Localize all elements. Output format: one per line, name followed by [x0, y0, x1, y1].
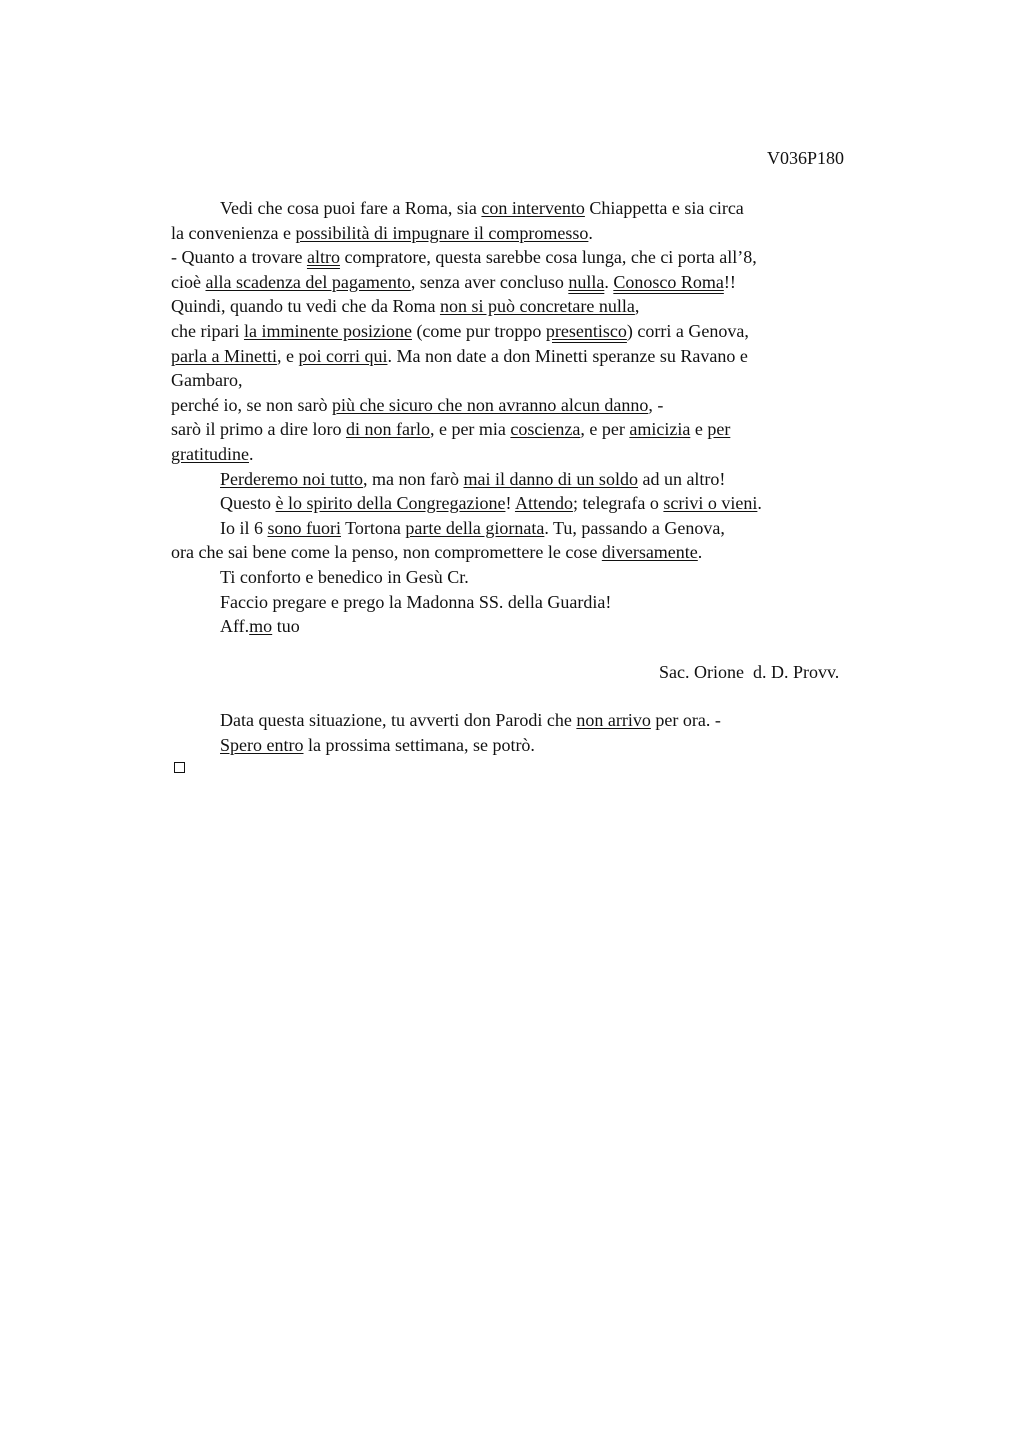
underlined-text: Attendo — [514, 493, 573, 514]
text-line — [171, 565, 871, 590]
text-segment: . Ma non date a don Minetti speranze su Ravano e — [387, 345, 748, 366]
text-line — [171, 319, 871, 344]
postscript — [171, 708, 871, 757]
end-marker-square — [174, 762, 185, 773]
underlined-text: mai il danno di un soldo — [463, 468, 638, 489]
text-segment: ) corri a Genova, — [626, 320, 749, 341]
text-line — [171, 368, 871, 393]
underlined-text: poi corri qui — [298, 345, 388, 366]
text-segment: la convenienza e — [171, 222, 296, 243]
underlined-text: parla a Minetti — [171, 345, 277, 366]
underlined-text: diversamente — [601, 542, 698, 563]
text-line — [171, 393, 871, 418]
text-segment: ora che sai bene come la penso, non compromettere le cose — [171, 542, 602, 563]
text-line — [171, 540, 871, 565]
text-segment: . — [604, 271, 614, 292]
text-line — [171, 516, 871, 541]
text-segment: Data questa situazione, tu avverti don Parodi che — [220, 710, 577, 730]
text-segment: , e — [276, 345, 299, 366]
text-line — [171, 442, 871, 467]
letter-body — [171, 196, 871, 639]
double-underlined-text: altro — [306, 247, 340, 268]
text-line — [171, 270, 871, 295]
underlined-text: più che sicuro che non avranno alcun danno — [331, 394, 649, 415]
text-segment: cioè — [171, 271, 206, 292]
text-segment: che ripari — [171, 320, 244, 341]
text-segment: Faccio pregare e prego la Madonna SS. della Guardia! — [220, 591, 612, 612]
text-line — [171, 344, 871, 369]
text-segment: . — [697, 542, 703, 563]
underlined-text: la imminente posizione — [243, 320, 412, 341]
text-segment: tuo — [272, 616, 300, 637]
underlined-text: amicizia — [629, 419, 691, 440]
text-segment: , — [634, 296, 640, 317]
text-segment: Vedi che cosa puoi fare a Roma, sia — [220, 198, 482, 218]
underlined-text: possibilità di impugnare il compromesso — [295, 222, 589, 243]
text-line — [171, 417, 871, 442]
underlined-text: Spero entro — [220, 734, 304, 755]
text-segment: , ma non farò — [362, 468, 464, 489]
text-segment: , senza aver concluso — [410, 271, 569, 292]
text-segment: ; telegrafa o — [572, 493, 664, 514]
text-segment: Gambaro, — [171, 370, 243, 391]
text-line — [171, 467, 871, 492]
page-id: V036P180 — [766, 148, 844, 168]
text-line — [171, 590, 871, 615]
text-line — [171, 733, 871, 758]
text-segment: - Quanto a trovare — [171, 247, 307, 268]
underlined-text: coscienza — [510, 419, 581, 440]
text-segment: Questo — [220, 493, 276, 514]
text-line — [171, 491, 871, 516]
text-segment: (come pur troppo — [411, 320, 546, 341]
underlined-text: non arrivo — [576, 710, 651, 730]
text-line — [171, 708, 871, 733]
underlined-text: Perderemo noi tutto — [220, 468, 363, 489]
underlined-text: per — [707, 419, 731, 440]
underlined-text: è lo spirito della Congregazione — [275, 493, 506, 514]
text-segment: Aff. — [220, 616, 250, 637]
text-segment: compratore, questa sarebbe cosa lunga, che ci porta all’8, — [339, 247, 757, 268]
underlined-text: scrivi o vieni — [663, 493, 758, 514]
underlined-text: gratitudine — [171, 443, 249, 464]
text-segment: la prossima settimana, se potrò. — [303, 734, 535, 755]
underlined-text: di non farlo — [345, 419, 430, 440]
text-segment: Io il 6 — [220, 517, 268, 538]
text-segment: Quindi, quando tu vedi che da Roma — [171, 296, 440, 317]
text-segment: perché io, se non sarò — [171, 394, 332, 415]
text-segment: Ti conforto e benedico in Gesù Cr. — [220, 566, 469, 587]
text-segment: per ora. - — [650, 710, 721, 730]
text-line — [171, 614, 871, 639]
underlined-text: parte della giornata — [405, 517, 545, 538]
text-line — [171, 245, 871, 270]
text-segment: . — [757, 493, 762, 514]
double-underlined-text: nulla — [568, 271, 605, 292]
underlined-text: alla scadenza del pagamento — [205, 271, 411, 292]
text-segment: ad un altro! — [637, 468, 726, 489]
underlined-text: non si può concretare nulla — [439, 296, 635, 317]
underlined-text: sono fuori — [267, 517, 341, 538]
text-line — [171, 294, 871, 319]
text-segment: ! — [505, 493, 515, 514]
text-segment: , - — [648, 394, 664, 415]
text-line — [171, 196, 871, 221]
text-segment: , e per — [580, 419, 630, 440]
double-underlined-text: presentisco — [545, 320, 627, 341]
underlined-text: con intervento — [481, 198, 585, 218]
text-segment: . Tu, passando a Genova, — [544, 517, 725, 538]
underlined-text: mo — [249, 616, 273, 637]
text-segment: Chiappetta e sia circa — [584, 198, 744, 218]
text-segment: sarò il primo a dire loro — [171, 419, 346, 440]
text-segment: e — [690, 419, 708, 440]
signature: Sac. Orione d. D. Provv. — [659, 662, 840, 682]
text-segment: Tortona — [341, 517, 406, 538]
text-line — [171, 221, 871, 246]
text-segment: , e per mia — [429, 419, 511, 440]
text-segment: . — [588, 222, 593, 243]
text-segment: . — [248, 443, 254, 464]
double-underlined-text: Conosco Roma — [613, 271, 724, 292]
text-segment: !! — [723, 271, 736, 292]
